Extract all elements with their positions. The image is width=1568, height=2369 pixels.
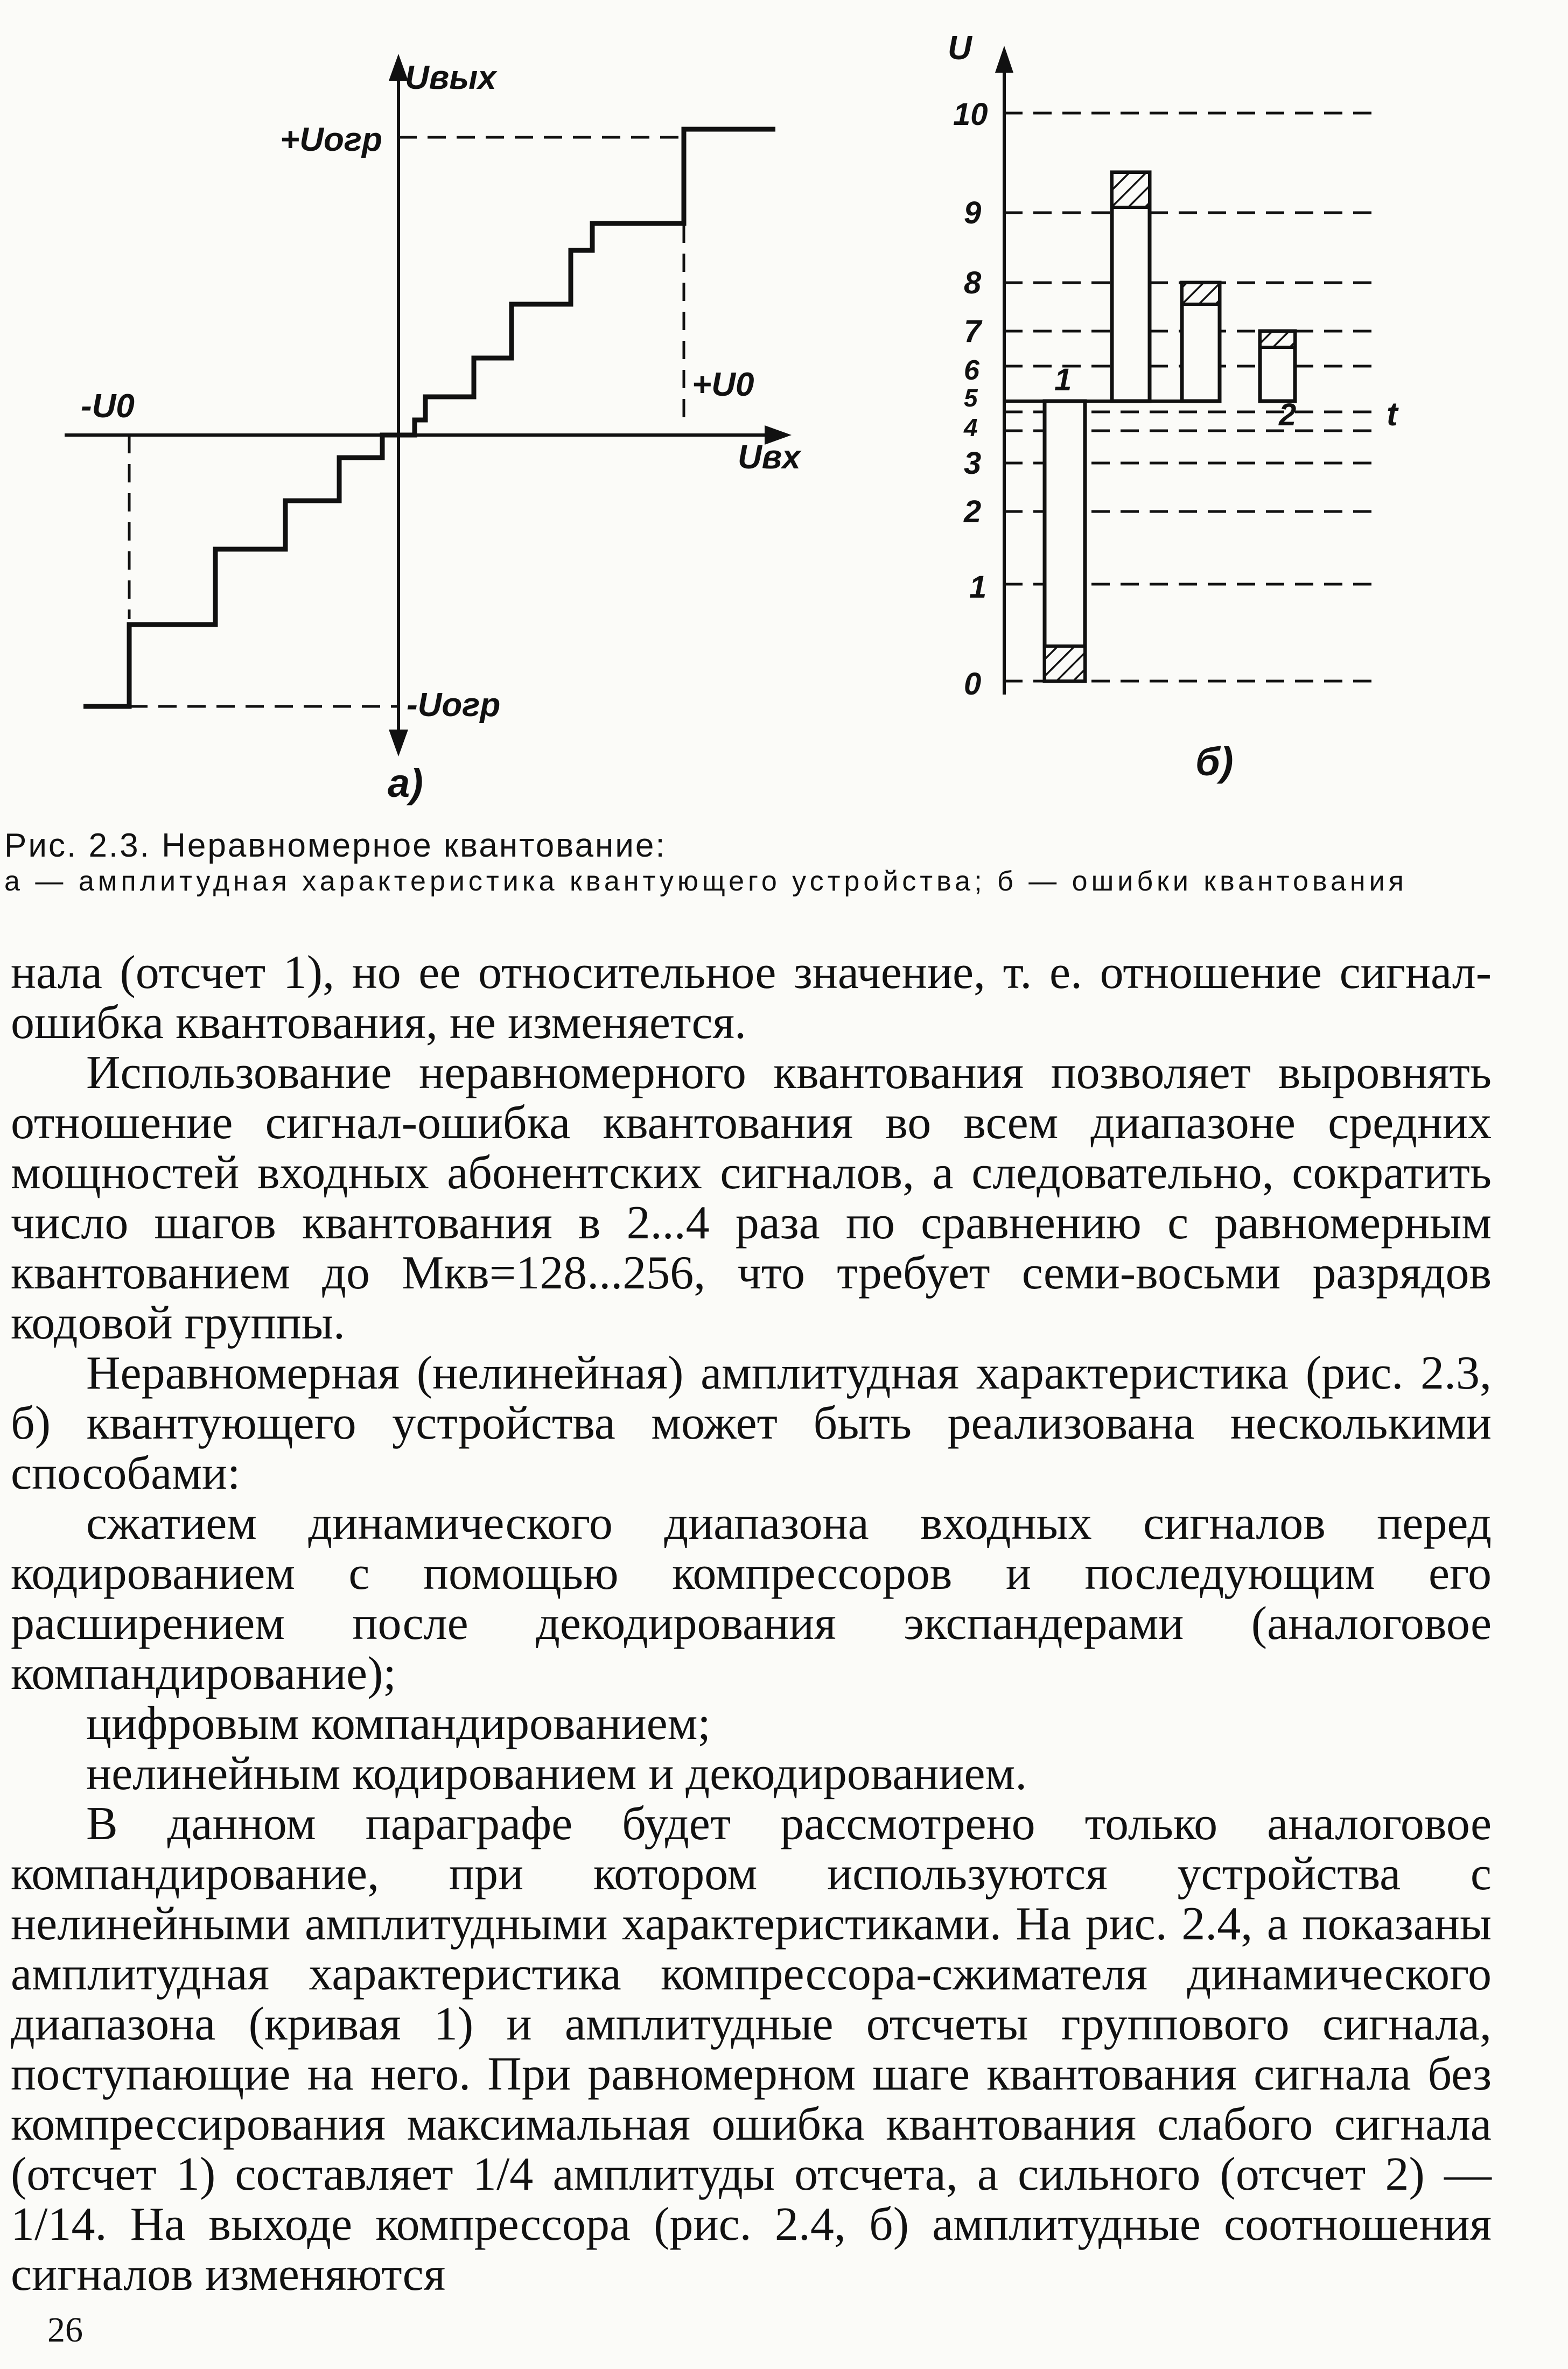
sample-label-2: 2 (1279, 397, 1297, 432)
quantizer-staircase (83, 129, 775, 706)
caption-description: а — амплитудная характеристика квантующего устройства; б — ошибки квантования (4, 866, 1408, 897)
paragraph-1: нала (отсчет 1), но ее относительное значение, т. е. отношение сигнал-ошибка квантования, не изменяется. (11, 947, 1492, 1049)
error-hatch-2 (1112, 172, 1150, 207)
error-bar-1 (1045, 401, 1085, 681)
panel-a-label: а) (388, 761, 423, 805)
page-number: 26 (47, 2310, 83, 2350)
figure-panel-a (0, 0, 840, 818)
neg-limit-label: -Uогр (407, 686, 501, 724)
body-text (11, 948, 1492, 2300)
level-3: 3 (964, 446, 982, 481)
error-hatch-4 (1260, 331, 1295, 347)
level-6: 6 (964, 355, 979, 386)
pos-limit-label: +Uогр (280, 121, 382, 158)
level-0: 0 (964, 667, 982, 702)
level-1: 1 (969, 570, 987, 605)
level-2: 2 (964, 494, 982, 529)
paragraph-7: В данном параграфе будет рассмотрено только аналоговое компандирование, при котором используются устройства с нелинейными амплитудными характеристиками. На рис. 2.4, а показаны амплитудная характеристика компрессора-сжимателя динамического диапазона (кривая 1) и амплитудные отсчеты группового сигнала, поступающие на него. При равномерном шаге квантования сигнала без компрессирования максимальная ошибка квантования слабого сигнала (отсчет 1) составляет 1/4 амплитуды отсчета, а сильного (отсчет 2) — 1/14. На выходе компрессора (рис. 2.4, б) амплитудные соотношения сигналов изменяются (11, 1798, 1492, 2301)
paragraph-4: сжатием динамического диапазона входных сигналов перед кодированием с помощью компрессоров и последующим его расширением после декодирования экспандерами (аналоговое компандирование); (11, 1497, 1492, 1700)
paragraph-6: нелинейным кодированием и декодированием. (86, 1748, 1027, 1800)
x-axis-label: Uвх (738, 439, 801, 476)
paragraph-3: Неравномерная (нелинейная) амплитудная характеристика (рис. 2.3, б) квантующего устройства может быть реализована несколькими способами: (11, 1347, 1492, 1499)
panel-b-label: б) (1195, 739, 1234, 784)
error-hatch-1 (1045, 646, 1085, 681)
level-5: 5 (964, 384, 978, 412)
y-axis-label: Uвых (405, 59, 496, 96)
t-label: t (1387, 396, 1398, 433)
paragraph-2: Использование неравномерного квантования позволяет выровнять отношение сигнал-ошибка квантования во всем диапазоне средних мощностей входных абонентских сигналов, а следовательно, сократить число шагов квантования в 2...4 раза по сравнению с равномерным квантованием до Mкв=128...256, что требует семи-восьми разрядов кодовой группы. (11, 1047, 1492, 1349)
level-8: 8 (964, 265, 982, 300)
sample-label-1: 1 (1054, 362, 1072, 397)
figure-panel-b (915, 0, 1454, 818)
pos-zero-label: +U0 (692, 366, 754, 403)
level-9: 9 (964, 195, 982, 230)
u-axis-label: U (948, 30, 972, 67)
error-hatch-3 (1182, 283, 1220, 304)
level-7: 7 (964, 314, 982, 349)
neg-zero-label: -U0 (81, 388, 135, 425)
caption-title: Рис. 2.3. Неравномерное квантование: (4, 827, 667, 864)
paragraph-5: цифровым компандированием; (86, 1698, 711, 1750)
level-10: 10 (953, 97, 988, 132)
level-4: 4 (964, 413, 978, 441)
